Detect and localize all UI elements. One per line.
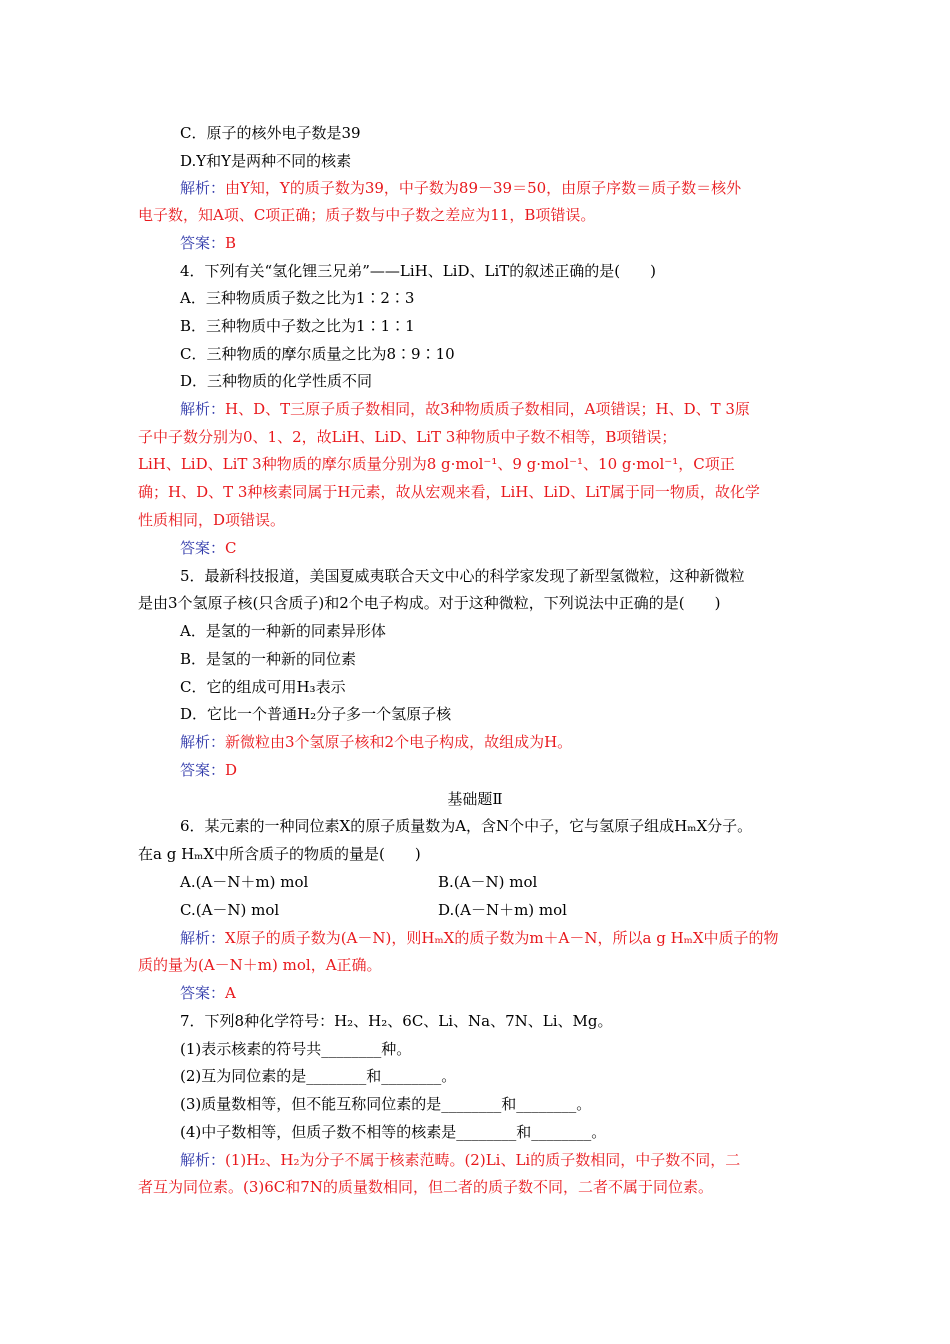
answer-label: 答案：: [180, 234, 226, 252]
analysis-text: 新微粒由3个氢原子核和2个电子构成，故组成为H。: [225, 733, 573, 751]
analysis-4-line-3: LiH、LiD、LiT 3种物质的摩尔质量分别为8 g·mol⁻¹、9 g·mol⁻¹、10 g·mol⁻¹，C项正: [138, 455, 735, 473]
answer-value: A: [225, 984, 236, 1002]
analysis-text: (1)H₂、H₂为分子不属于核素范畴。(2)Li、Li的质子数相同，中子数不同，二: [225, 1151, 741, 1169]
analysis-text: X原子的质子数为(A－N)，则HₘX的质子数为m＋A－N，所以a g HₘX中质子的物: [225, 929, 779, 947]
analysis-7-line-1: [180, 1150, 740, 1172]
question-7: 7．下列8种化学符号：H₂、H₂、6C、Li、Na、7N、Li、Mg。: [180, 1012, 613, 1030]
answer-5: [180, 760, 237, 782]
option-6c: C.(A－N) mol: [180, 901, 280, 919]
option-5c: C．它的组成可用H₃表示: [180, 678, 346, 696]
answer-label: 答案：: [180, 761, 226, 779]
question-7-part-2: (2)互为同位素的是________和________。: [180, 1067, 457, 1085]
analysis-7-line-2: 者互为同位素。(3)6C和7N的质量数相同，但二者的质子数不同，二者不属于同位素。: [138, 1178, 713, 1196]
answer-4: [180, 538, 237, 560]
answer-value: C: [225, 539, 237, 557]
question-4: 4．下列有关“氢化锂三兄弟”——LiH、LiD、LiT的叙述正确的是( ): [180, 262, 656, 280]
answer-value: D: [225, 761, 238, 779]
section-heading: 基础题Ⅱ: [447, 790, 503, 808]
question-7-part-1: (1)表示核素的符号共________种。: [180, 1040, 412, 1058]
analysis-4-line-4: 确；H、D、T 3种核素同属于H元素，故从宏观来看，LiH、LiD、LiT属于同一物质，故化学: [138, 483, 760, 501]
question-7-part-4: (4)中子数相等，但质子数不相等的核素是________和________。: [180, 1123, 607, 1141]
option-3c: C．原子的核外电子数是39: [180, 124, 361, 142]
answer-value: B: [225, 234, 237, 252]
analysis-6-line-2: 质的量为(A－N＋m) mol，A正确。: [138, 956, 382, 974]
analysis-3-line-1: [180, 178, 741, 200]
answer-6: [180, 983, 236, 1005]
option-5d: D．它比一个普通H₂分子多一个氢原子核: [180, 705, 452, 723]
question-7-part-3: (3)质量数相等，但不能互称同位素的是________和________。: [180, 1095, 592, 1113]
analysis-4-line-2: 子中子数分别为0、1、2，故LiH、LiD、LiT 3种物质中子数不相等，B项错误；: [138, 428, 677, 446]
analysis-3-line-2: 电子数，知A项、C项正确；质子数与中子数之差应为11，B项错误。: [138, 206, 596, 224]
analysis-label: 解析：: [180, 929, 226, 947]
analysis-text: 由Y知，Y的质子数为39，中子数为89－39＝50，由原子序数＝质子数＝核外: [225, 179, 742, 197]
answer-label: 答案：: [180, 539, 226, 557]
question-6-line-1: 6．某元素的一种同位素X的原子质量数为A，含N个中子，它与氢原子组成HₘX分子。: [180, 817, 753, 835]
answer-3: [180, 233, 236, 255]
analysis-4-line-5: 性质相同，D项错误。: [138, 511, 286, 529]
analysis-text: H、D、T三原子质子数相同，故3种物质质子数相同，A项错误；H、D、T 3原: [225, 400, 750, 418]
analysis-5: [180, 732, 572, 754]
analysis-label: 解析：: [180, 1151, 226, 1169]
option-4c: C．三种物质的摩尔质量之比为8∶9∶10: [180, 345, 455, 363]
analysis-label: 解析：: [180, 400, 226, 418]
option-4d: D．三种物质的化学性质不同: [180, 372, 373, 390]
question-5-line-2: 是由3个氢原子核(只含质子)和2个电子构成。对于这种微粒，下列说法中正确的是( ): [138, 594, 721, 612]
analysis-label: 解析：: [180, 179, 226, 197]
option-5a: A．是氢的一种新的同素异形体: [180, 622, 386, 640]
option-5b: B．是氢的一种新的同位素: [180, 650, 357, 668]
option-6d: D.(A－N＋m) mol: [438, 901, 567, 919]
analysis-label: 解析：: [180, 733, 226, 751]
question-6-line-2: 在a g HₘX中所含质子的物质的量是( ): [138, 845, 421, 863]
option-3d: D.Y和Y是两种不同的核素: [180, 152, 352, 170]
option-6a: A.(A－N＋m) mol: [180, 873, 309, 891]
option-4b: B．三种物质中子数之比为1∶1∶1: [180, 317, 415, 335]
answer-label: 答案：: [180, 984, 226, 1002]
analysis-6-line-1: [180, 928, 779, 950]
analysis-4-line-1: [180, 399, 750, 421]
option-4a: A．三种物质质子数之比为1∶2∶3: [180, 289, 415, 307]
option-6b: B.(A－N) mol: [438, 873, 538, 891]
question-5-line-1: 5．最新科技报道，美国夏威夷联合天文中心的科学家发现了新型氢微粒，这种新微粒: [180, 567, 745, 585]
